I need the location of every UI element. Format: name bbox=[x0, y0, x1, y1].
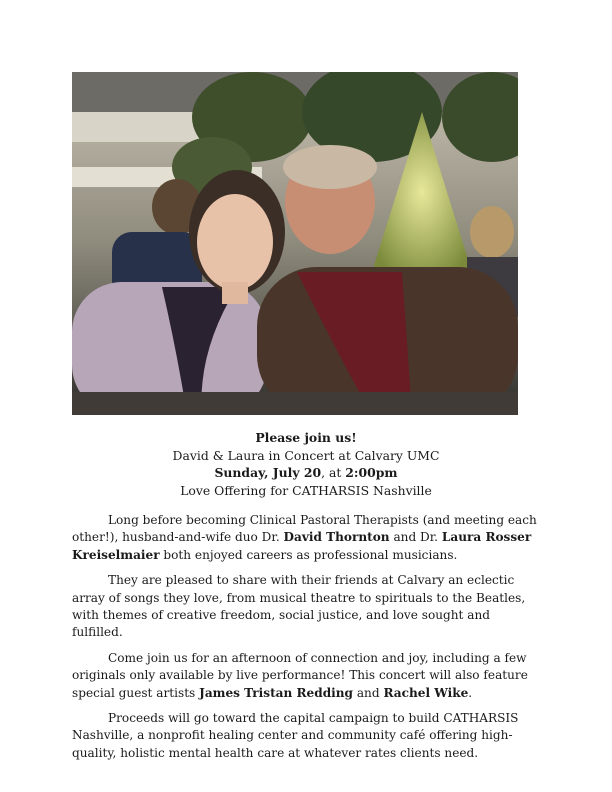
paragraph-background bbox=[72, 512, 542, 564]
paragraph-proceeds: Proceeds will go toward the capital campaign to build CATHARSIS Nashville, a nonprofit healing center and community café offering high-quality, holistic mental health care at whatever rates clients need. bbox=[72, 711, 519, 760]
p3-text-3: . bbox=[468, 685, 473, 700]
invitation-heading: Please join us! bbox=[255, 430, 357, 445]
p3-text-1: Come join us for an afternoon of connection and joy, including a few originals only available by live performance! This concert will also feature special guest artists bbox=[72, 650, 528, 700]
paragraph-invitation bbox=[72, 650, 542, 702]
offering-note: Love Offering for CATHARSIS Nashville bbox=[180, 482, 432, 498]
paragraph-program: They are pleased to share with their friends at Calvary an eclectic array of songs they love, from musical theatre to spirituals to the Beatles, with themes of creative freedom, social justice, and love sought and fulfilled. bbox=[72, 573, 526, 640]
guest-artist-james: James Tristan Redding bbox=[199, 685, 353, 700]
p1-text-2: and Dr. bbox=[389, 530, 442, 545]
concert-photo bbox=[72, 72, 518, 415]
event-header bbox=[72, 429, 540, 499]
event-time: 2:00pm bbox=[345, 465, 398, 480]
p1-text-3: both enjoyed careers as professional musicians. bbox=[159, 547, 458, 562]
performer-name-david: David Thornton bbox=[283, 530, 390, 545]
concert-title: David & Laura in Concert at Calvary UMC bbox=[172, 447, 440, 463]
p1-text-1: Long before becoming Clinical Pastoral Therapists (and meeting each other!), husband-and-wife duo Dr. bbox=[72, 513, 537, 545]
p3-text-2: and bbox=[353, 685, 384, 700]
event-date: Sunday, July 20 bbox=[214, 465, 322, 480]
event-description bbox=[72, 512, 542, 770]
performer-name-laura: Laura Rosser Kreiselmaier bbox=[72, 530, 532, 562]
event-datetime bbox=[72, 464, 540, 482]
datetime-separator: , at bbox=[321, 465, 346, 480]
guest-artist-rachel: Rachel Wike bbox=[383, 685, 469, 700]
